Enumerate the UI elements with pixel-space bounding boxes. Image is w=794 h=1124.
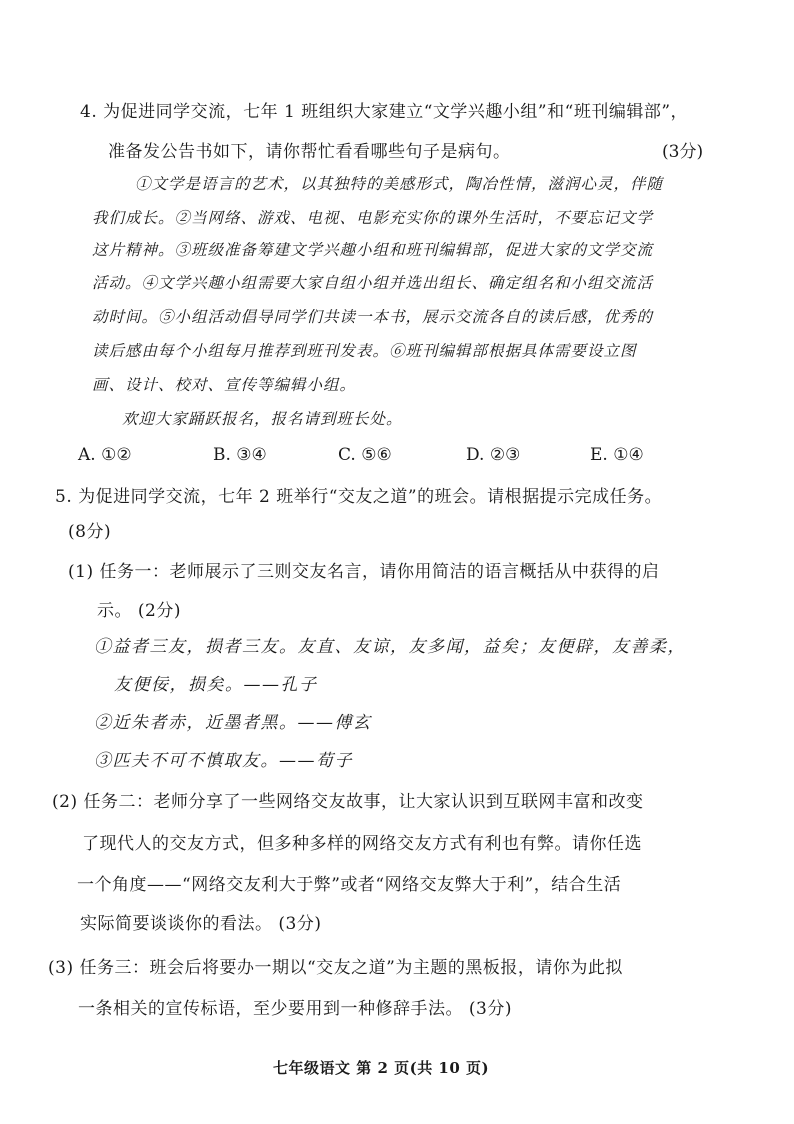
- task2-line2: 了现代人的交友方式，但多种多样的网络交友方式有利也有弊。请你任选: [82, 834, 642, 854]
- task2-line3: 一个角度——“网络交友利大于弊”或者“网络交友弊大于利”，结合生活: [77, 875, 622, 895]
- notice-line-5: 动时间。⑤小组活动倡导同学们共读一本书，展示交流各自的读后感，优秀的: [92, 308, 654, 326]
- option-a: A. ①②: [78, 445, 132, 465]
- task3-line1: (3) 任务三：班会后将要办一期以“交友之道”为主题的黑板报，请你为此拟: [48, 958, 623, 978]
- notice-line-2: 我们成长。②当网络、游戏、电视、电影充实你的课外生活时，不要忘记文学: [92, 209, 654, 227]
- q4-line2: 准备发公告书如下，请你帮忙看看哪些句子是病句。: [108, 142, 511, 162]
- notice-line-6: 读后感由每个小组每月推荐到班刊发表。⑥班刊编辑部根据具体需要设立图: [92, 342, 637, 360]
- notice-line-4: 活动。④文学兴趣小组需要大家自组小组并选出组长、确定组名和小组交流活: [92, 274, 654, 292]
- quote-1-line2: 友便佞，损矣。——孔子: [114, 675, 318, 695]
- task1-line2: 示。 (2分): [97, 601, 181, 621]
- option-c: C. ⑤⑥: [338, 445, 392, 465]
- notice-line-7: 画、设计、校对、宣传等编辑小组。: [92, 376, 357, 394]
- option-b: B. ③④: [213, 445, 267, 465]
- task3-line2: 一条相关的宣传标语，至少要用到一种修辞手法。 (3分): [78, 999, 512, 1019]
- q5-line2: (8分): [68, 522, 112, 542]
- option-e: E. ①④: [590, 445, 644, 465]
- q5-line1: 5. 为促进同学交流，七年 2 班举行“交友之道”的班会。请根据提示完成任务。: [55, 487, 663, 507]
- quote-1-line1: ①益者三友，损者三友。友直、友谅，友多闻，益矣；友便辟，友善柔，: [94, 637, 686, 657]
- quote-2: ②近朱者赤，近墨者黑。——傅玄: [94, 713, 372, 733]
- task2-line1: (2) 任务二：老师分享了一些网络交友故事，让大家认识到互联网丰富和改变: [52, 792, 644, 812]
- page-footer: 七年级语文 第 2 页(共 10 页): [273, 1059, 490, 1077]
- notice-end: 欢迎大家踊跃报名，报名请到班长处。: [122, 410, 403, 428]
- notice-line-1: ①文学是语言的艺术，以其独特的美感形式，陶冶性情，滋润心灵，伴随: [135, 175, 664, 193]
- notice-line-3: 这片精神。③班级准备筹建文学兴趣小组和班刊编辑部，促进大家的文学交流: [92, 241, 654, 259]
- task1-line1: (1) 任务一：老师展示了三则交友名言，请你用简洁的语言概括从中获得的启: [68, 562, 660, 582]
- quote-3: ③匹夫不可不慎取友。——荀子: [94, 751, 353, 771]
- option-d: D. ②③: [466, 445, 521, 465]
- q4-score: (3分): [662, 142, 704, 162]
- q4-line1: 4. 为促进同学交流，七年 1 班组织大家建立“文学兴趣小组”和“班刊编辑部”，: [80, 102, 689, 122]
- task2-line4: 实际简要谈谈你的看法。 (3分): [80, 914, 322, 934]
